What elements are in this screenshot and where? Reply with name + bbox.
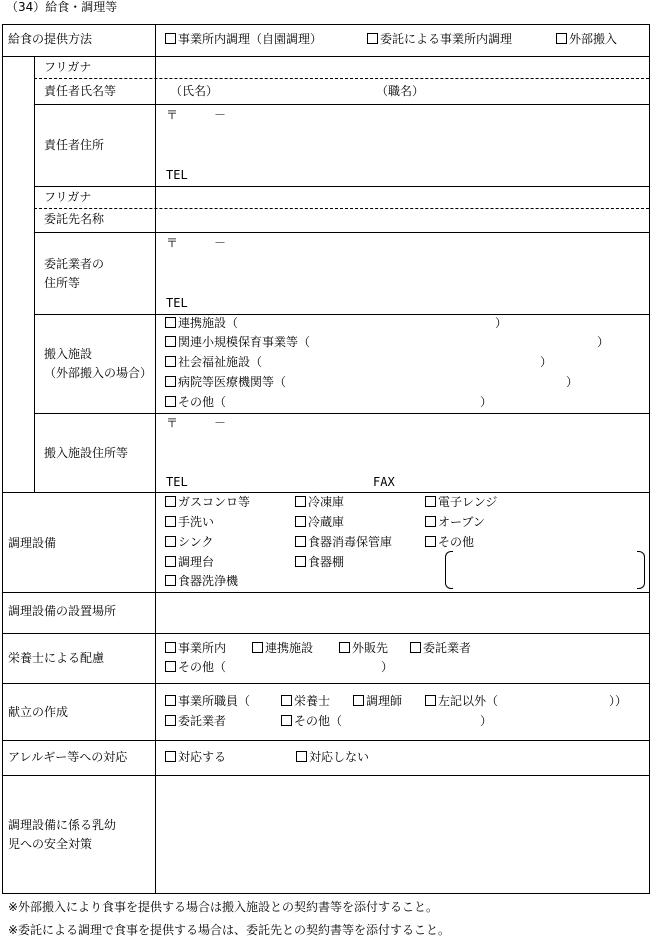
checkbox-icon[interactable] <box>281 695 292 706</box>
delivery-option-small-nursery[interactable]: 関連小規模保育事業等（ <box>165 335 310 350</box>
contractor-address-label: 委託業者の 住所等 <box>44 257 105 290</box>
delivery-option-other[interactable]: その他（ <box>165 395 226 410</box>
checkbox-icon[interactable] <box>165 317 176 328</box>
tel-field[interactable]: TEL <box>166 296 188 310</box>
paren-close: ） <box>480 714 493 728</box>
checkbox-icon[interactable] <box>295 536 306 547</box>
checkbox-icon[interactable] <box>165 396 176 407</box>
manager-title-field[interactable]: （職名） <box>376 84 425 98</box>
tel-field[interactable]: TEL <box>166 168 188 182</box>
paren-close: ） <box>495 316 508 330</box>
provision-option-inhouse[interactable]: 事業所内調理（自園調理） <box>165 32 322 47</box>
provision-option-contracted[interactable]: 委託による事業所内調理 <box>367 32 512 47</box>
checkbox-icon[interactable] <box>339 642 350 653</box>
dietitian-option-outside[interactable]: 外販先 <box>339 641 388 656</box>
allergy-option-no[interactable]: 対応しない <box>296 750 369 765</box>
allergy-option-yes[interactable]: 対応する <box>165 750 226 765</box>
dietitian-option-other[interactable]: その他（ <box>165 660 226 675</box>
equipment-oven[interactable]: オーブン <box>425 515 485 530</box>
paren-close: ） <box>381 660 394 674</box>
checkbox-icon[interactable] <box>295 496 306 507</box>
equipment-other-input[interactable] <box>445 551 645 589</box>
delivery-option-partner[interactable]: 連携施設（ <box>165 316 238 331</box>
dietitian-option-inhouse[interactable]: 事業所内 <box>165 641 226 656</box>
postal-code-field[interactable]: 〒 － <box>166 108 227 122</box>
allergy-label: アレルギー等への対応 <box>8 750 128 764</box>
section-title: （34）給食・調理等 <box>6 0 118 14</box>
checkbox-icon[interactable] <box>425 695 436 706</box>
contractor-name-label: 委託先名称 <box>44 212 105 226</box>
dietitian-option-partner[interactable]: 連携施設 <box>252 641 313 656</box>
furigana-label: フリガナ <box>44 60 92 74</box>
menu-option-other-than[interactable]: 左記以外（ <box>425 694 498 709</box>
furigana-label: フリガナ <box>44 190 92 204</box>
checkbox-icon[interactable] <box>425 536 436 547</box>
equipment-freezer[interactable]: 冷凍庫 <box>295 495 344 510</box>
checkbox-icon[interactable] <box>165 516 176 527</box>
checkbox-icon[interactable] <box>165 642 176 653</box>
checkbox-icon[interactable] <box>165 751 176 762</box>
equipment-dishwasher[interactable]: 食器洗浄機 <box>165 574 238 589</box>
checkbox-icon[interactable] <box>295 516 306 527</box>
equipment-location-label: 調理設備の設置場所 <box>8 604 117 618</box>
menu-creation-label: 献立の作成 <box>8 705 69 719</box>
checkbox-icon[interactable] <box>165 536 176 547</box>
provision-method-label: 給食の提供方法 <box>8 32 93 46</box>
dietitian-label: 栄養士による配慮 <box>8 651 105 665</box>
tel-field[interactable]: TEL <box>166 475 188 489</box>
checkbox-icon[interactable] <box>165 661 176 672</box>
equipment-fridge[interactable]: 冷蔵庫 <box>295 515 344 530</box>
equipment-gas-stove[interactable]: ガスコンロ等 <box>165 495 250 510</box>
checkbox-icon[interactable] <box>425 516 436 527</box>
checkbox-icon[interactable] <box>165 356 176 367</box>
fax-field[interactable]: FAX <box>373 475 395 489</box>
equipment-handwash[interactable]: 手洗い <box>165 515 214 530</box>
equipment-sterilizer[interactable]: 食器消毒保管庫 <box>295 535 392 550</box>
paren-close: ） <box>566 375 579 389</box>
equipment-dish-rack[interactable]: 食器棚 <box>295 555 344 570</box>
checkbox-icon[interactable] <box>165 496 176 507</box>
note-external-delivery: ※外部搬入により食事を提供する場合は搬入施設との契約書等を添付すること。 <box>8 900 439 914</box>
checkbox-icon[interactable] <box>165 376 176 387</box>
checkbox-icon[interactable] <box>252 642 263 653</box>
postal-code-field[interactable]: 〒 － <box>166 236 227 250</box>
delivery-address-label: 搬入施設住所等 <box>44 446 129 460</box>
menu-option-dietitian[interactable]: 栄養士 <box>281 694 330 709</box>
menu-option-staff[interactable]: 事業所職員（ <box>165 694 250 709</box>
checkbox-icon[interactable] <box>165 336 176 347</box>
manager-address-label: 責任者住所 <box>44 138 105 152</box>
checkbox-icon[interactable] <box>425 496 436 507</box>
checkbox-icon[interactable] <box>367 33 378 44</box>
checkbox-icon[interactable] <box>296 751 307 762</box>
delivery-facility-label: 搬入施設 （外部搬入の場合） <box>44 347 153 380</box>
checkbox-icon[interactable] <box>410 642 421 653</box>
checkbox-icon[interactable] <box>165 556 176 567</box>
delivery-option-welfare[interactable]: 社会福祉施設（ <box>165 355 262 370</box>
delivery-option-hospital[interactable]: 病院等医療機関等（ <box>165 375 286 390</box>
paren-close: ）） <box>609 694 628 708</box>
checkbox-icon[interactable] <box>165 575 176 586</box>
equipment-counter[interactable]: 調理台 <box>165 555 214 570</box>
equipment-microwave[interactable]: 電子レンジ <box>425 495 497 510</box>
equipment-sink[interactable]: シンク <box>165 535 213 550</box>
paren-close: ） <box>540 355 553 369</box>
checkbox-icon[interactable] <box>165 695 176 706</box>
checkbox-icon[interactable] <box>165 33 176 44</box>
checkbox-icon[interactable] <box>353 695 364 706</box>
checkbox-icon[interactable] <box>556 33 567 44</box>
manager-name-label: 責任者氏名等 <box>44 84 117 98</box>
note-contracted-cooking: ※委託による調理で食事を提供する場合は、委託先との契約書等を添付すること。 <box>8 923 451 937</box>
safety-measures-label: 調理設備に係る乳幼 児への安全対策 <box>8 818 117 851</box>
cooking-equipment-label: 調理設備 <box>8 536 57 550</box>
menu-option-other[interactable]: その他（ <box>281 714 342 729</box>
manager-name-field[interactable]: （氏名） <box>170 84 219 98</box>
paren-close: ） <box>597 335 610 349</box>
paren-close: ） <box>480 395 493 409</box>
provision-option-external[interactable]: 外部搬入 <box>556 32 617 47</box>
checkbox-icon[interactable] <box>281 715 292 726</box>
dietitian-option-contractor[interactable]: 委託業者 <box>410 641 471 656</box>
menu-option-cook[interactable]: 調理師 <box>353 694 402 709</box>
checkbox-icon[interactable] <box>165 715 176 726</box>
checkbox-icon[interactable] <box>295 556 306 567</box>
postal-code-field[interactable]: 〒 － <box>166 416 227 430</box>
equipment-other[interactable]: その他 <box>425 535 474 550</box>
menu-option-contractor[interactable]: 委託業者 <box>165 714 226 729</box>
